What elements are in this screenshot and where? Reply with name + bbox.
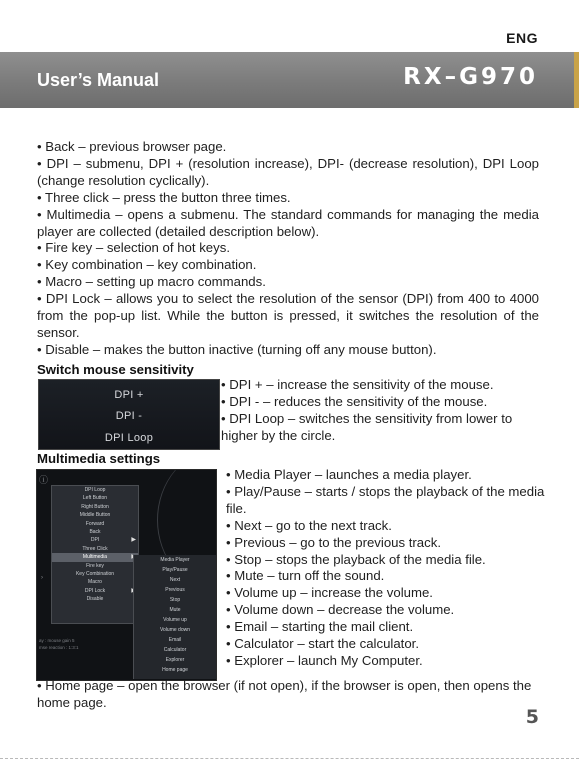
list-item: • Volume up – increase the volume.: [226, 585, 433, 601]
menu-item: DPI Loop: [84, 487, 106, 493]
submenu-item: Email: [168, 637, 182, 643]
menu-item-multimedia: [52, 553, 138, 561]
menu-item-dpi: [52, 536, 138, 544]
list-item: • Email – starting the mail client.: [226, 619, 414, 635]
submenu-item: Calculator: [163, 647, 187, 653]
main-list: [37, 139, 539, 359]
list-item: • Multimedia – opens a submenu. The standard commands for managing the media player are collected (detailed description below).: [37, 206, 539, 239]
multimedia-submenu: [133, 555, 216, 679]
menu-item-label: DPI: [90, 537, 100, 544]
multimedia-menu-screenshot: [36, 469, 217, 681]
menu-item-dpi-lock: [52, 587, 138, 595]
submenu-item: Stop: [169, 597, 181, 603]
submenu-arrow-icon: ▶: [131, 537, 136, 544]
menu-item: Macro: [88, 579, 102, 586]
menu-item: Middle Button: [79, 512, 111, 519]
list-item: • Stop – stops the playback of the media file.: [226, 551, 486, 567]
list-item: • DPI Loop – switches the sensitivity from lower to higher by the circle.: [221, 410, 513, 443]
list-item: • Volume down – decrease the volume.: [226, 602, 455, 618]
list-item: • Three click – press the button three times.: [37, 189, 291, 205]
menu-item: Three Click: [82, 545, 108, 552]
list-item: • Back – previous browser page.: [37, 139, 227, 154]
submenu-item: Mute: [169, 607, 181, 613]
model-name: RX–G970: [403, 64, 538, 90]
arrow-right-icon: ›: [41, 575, 43, 581]
list-item: • DPI Lock – allows you to select the resolution of the sensor (DPI) from 400 to 4000 from the pop-up list. While the button is pressed, it switches the resolution of the sensor.: [37, 291, 539, 340]
list-item: • Fire key – selection of hot keys.: [37, 240, 230, 256]
language-label: ENG: [506, 30, 538, 46]
switch-sensitivity-list: [221, 377, 521, 445]
menu-item-label: Multimedia: [82, 554, 108, 561]
menu-item: Fire key: [86, 562, 104, 569]
submenu-item: Explorer: [165, 657, 185, 663]
menu-item: Forward: [85, 520, 105, 527]
list-item: • DPI - – reduces the sensitivity of the mouse.: [221, 393, 488, 409]
submenu-item: Volume down: [159, 627, 191, 633]
list-item: • Macro – setting up macro commands.: [37, 274, 266, 290]
menu-item: Back: [89, 528, 101, 535]
screenshot-footer-line: ay : mouse gain 5: [39, 638, 75, 643]
home-page-paragraph: • Home page – open the browser (if not open), if the browser is open, then opens the home page.: [37, 678, 532, 710]
list-item: • Explorer – launch My Computer.: [226, 652, 423, 668]
menu-item-label: DPI Lock: [84, 587, 106, 594]
page-number: 5: [525, 706, 539, 728]
switch-sensitivity-heading: Switch mouse sensitivity: [37, 362, 194, 377]
submenu-item: Previous: [165, 587, 185, 593]
dpi-minus-option: DPI -: [115, 410, 143, 422]
list-item: • Media Player – launches a media player.: [226, 467, 472, 482]
submenu-item: Volume up: [163, 617, 187, 623]
dpi-plus-option: DPI +: [114, 389, 144, 401]
submenu-item: Home page: [162, 667, 188, 673]
menu-item: Left Button: [82, 495, 108, 502]
menu-item: Key Combination: [75, 570, 115, 577]
list-item: • DPI – submenu, DPI + (resolution increase), DPI- (decrease resolution), DPI Loop (change resolution cyclically).: [37, 155, 539, 188]
header-accent-edge: [574, 52, 579, 108]
info-circle-icon: ⓘ: [39, 475, 49, 485]
list-item: • Disable – makes the button inactive (turning off any mouse button).: [37, 341, 437, 357]
list-item: • Key combination – key combination.: [37, 257, 257, 273]
list-item: • Mute – turn off the sound.: [226, 568, 385, 584]
list-item: • Next – go to the next track.: [226, 517, 392, 533]
screenshot-footer-line: mse reaction : 1:3:1: [39, 645, 79, 650]
list-item: • Play/Pause – starts / stops the playback of the media file.: [226, 483, 545, 516]
submenu-item: Next: [169, 577, 181, 583]
list-item: • Previous – go to the previous track.: [226, 534, 441, 550]
context-menu: [51, 485, 139, 624]
menu-item: Disable: [86, 596, 104, 603]
footer-dashed-line: [0, 758, 579, 759]
multimedia-heading: Multimedia settings: [37, 451, 161, 466]
list-item: • Calculator – start the calculator.: [226, 636, 419, 652]
submenu-item: Play/Pause: [162, 567, 188, 573]
multimedia-list: [226, 467, 546, 670]
submenu-item: Media Player: [160, 557, 190, 563]
dpi-loop-option: DPI Loop: [104, 432, 154, 444]
manual-title: User’s Manual: [37, 70, 160, 90]
menu-item: Right Button: [81, 503, 109, 510]
list-item: • DPI + – increase the sensitivity of the mouse.: [221, 377, 494, 392]
dpi-menu-screenshot: [38, 379, 220, 450]
